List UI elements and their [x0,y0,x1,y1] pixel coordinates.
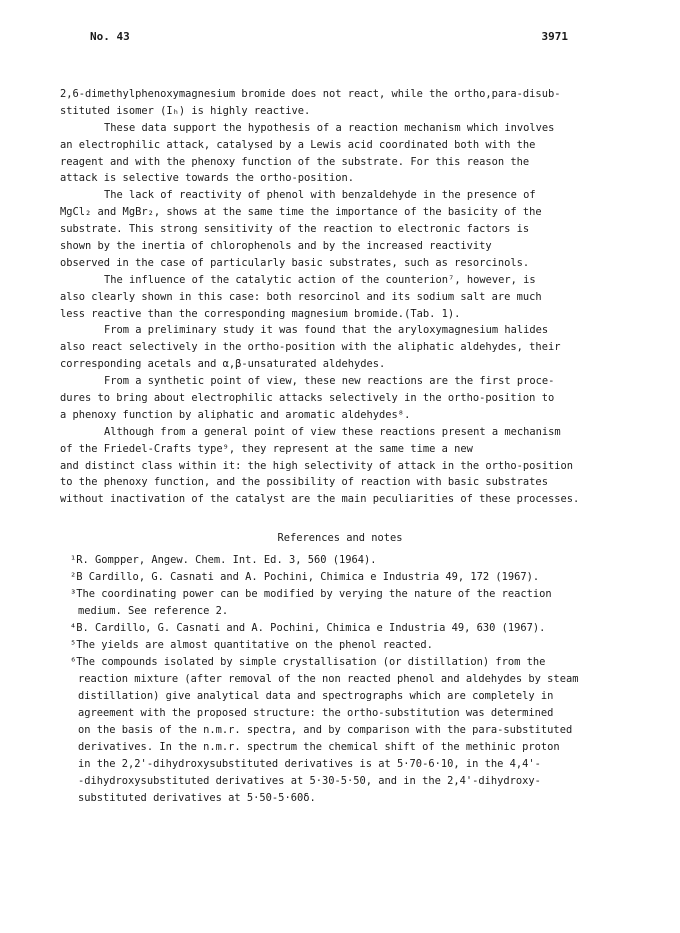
body-line: also react selectively in the ortho-position with the aliphatic aldehydes, their [60,341,561,354]
reference-line: derivatives. In the n.m.r. spectrum the chemical shift of the methinic proton [78,741,560,753]
issue-number: No. 43 [90,30,130,43]
reference-line: ⁴B. Cardillo, G. Casnati and A. Pochini, Chimica e Industria 49, 630 (1967). [70,622,546,634]
reference-line: on the basis of the n.m.r. spectra, and by comparison with the para-substituted [78,724,573,736]
references-heading: References and notes [277,532,403,544]
reference-line: reaction mixture (after removal of the non reacted phenol and aldehydes by steam [78,673,579,685]
reference-line: ³The coordinating power can be modified by verying the nature of the reaction [70,588,552,600]
body-line: Although from a general point of view these reactions present a mechanism [104,425,561,438]
body-line: attack is selective towards the ortho-position. [60,172,355,185]
body-line: also clearly shown in this case: both resorcinol and its sodium salt are much [60,290,542,303]
body-line: and distinct class within it: the high selectivity of attack in the ortho-position [60,459,573,472]
reference-line: substituted derivatives at 5·50-5·60δ. [78,792,316,804]
body-line: an electrophilic attack, catalysed by a Lewis acid coordinated both with the [60,138,536,151]
body-line: less reactive than the corresponding magnesium bromide.(Tab. 1). [60,307,461,320]
body-line: These data support the hypothesis of a reaction mechanism which involves [104,121,555,134]
reference-line: agreement with the proposed structure: the ortho-substitution was determined [78,707,554,719]
body-line: shown by the inertia of chlorophenols and by the increased reactivity [60,240,492,253]
reference-line: distillation) give analytical data and spectrographs which are completely in [78,690,554,702]
reference-line: ⁵The yields are almost quantitative on the phenol reacted. [70,639,433,651]
page-number: 3971 [541,30,568,43]
body-line: observed in the case of particularly basic substrates, such as resorcinols. [60,256,530,269]
body-line: From a synthetic point of view, these new reactions are the first proce- [104,375,555,388]
reference-line: in the 2,2'-dihydroxysubstituted derivatives is at 5·70-6·10, in the 4,4'- [78,758,541,770]
reference-line: ¹R. Gompper, Angew. Chem. Int. Ed. 3, 560 (1964). [70,554,377,566]
reference-line: medium. See reference 2. [78,605,229,617]
body-line: 2,6-dimethylphenoxymagnesium bromide does not react, while the ortho,para-disub- [60,88,561,100]
body-line: From a preliminary study it was found that the aryloxymagnesium halides [104,324,549,337]
body-line: MgCl₂ and MgBr₂, shows at the same time the importance of the basicity of the [60,206,542,219]
body-text [60,86,635,508]
body-line: without inactivation of the catalyst are the main peculiarities of these processes. [60,493,580,506]
body-line: a phenoxy function by aliphatic and aromatic aldehydes⁸. [60,408,411,421]
body-line: dures to bring about electrophilic attacks selectively in the ortho-position to [60,392,555,405]
body-line: substrate. This strong sensitivity of the reaction to electronic factors is [60,223,530,236]
reference-line: -dihydroxysubstituted derivatives at 5·30-5·50, and in the 2,4'-dihydroxy- [78,775,541,787]
body-line: The influence of the catalytic action of the counterion⁷, however, is [104,273,536,286]
body-line: reagent and with the phenoxy function of the substrate. For this reason the [60,155,530,168]
body-line: corresponding acetals and α,β-unsaturated aldehydes. [60,358,386,371]
body-line: to the phenoxy function, and the possibility of reaction with basic substrates [60,476,548,489]
body-line: stituted isomer (Iₕ) is highly reactive. [60,104,311,117]
body-line: The lack of reactivity of phenol with benzaldehyde in the presence of [104,189,536,202]
body-line: of the Friedel-Crafts type⁹, they represent at the same time a new [60,442,473,455]
reference-line: ²B Cardillo, G. Casnati and A. Pochini, Chimica e Industria 49, 172 (1967). [70,571,540,583]
references-list [70,552,635,807]
reference-line: ⁶The compounds isolated by simple crystallisation (or distillation) from the [70,656,546,668]
